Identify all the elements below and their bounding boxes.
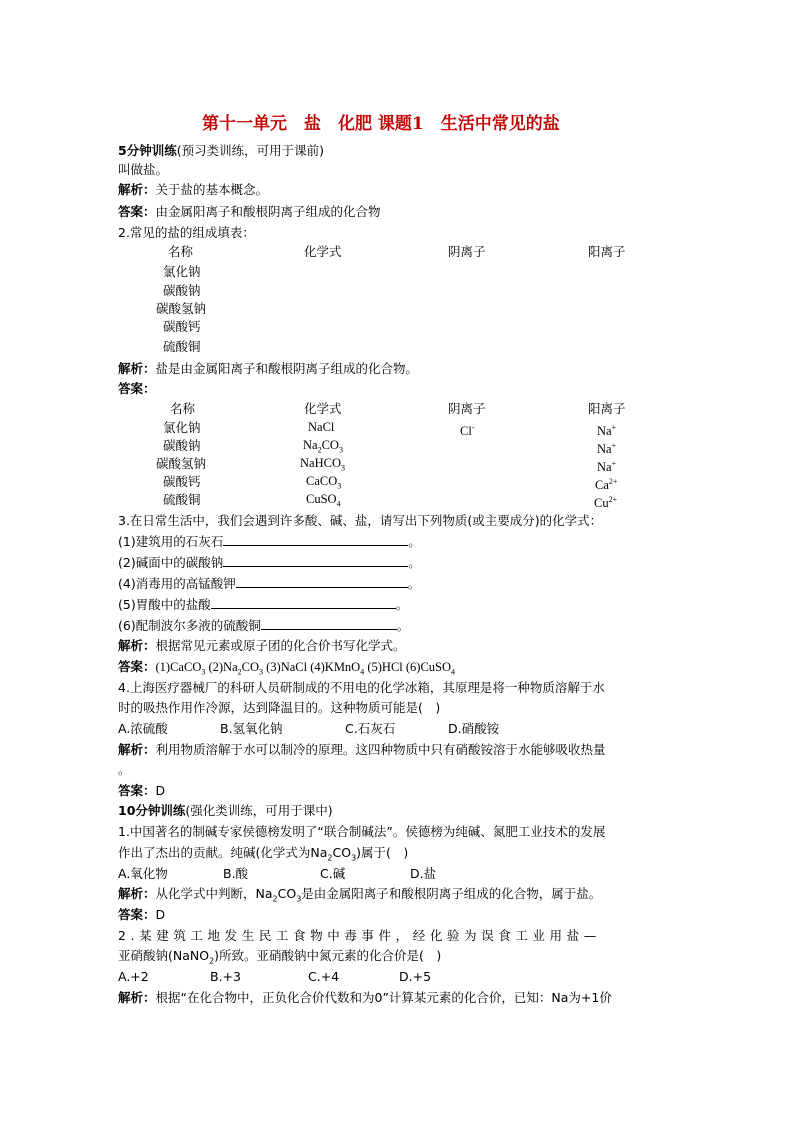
table-header-formula: 化学式: [304, 401, 342, 416]
table-cell-name: 碳酸钙: [163, 474, 201, 489]
q2-answer-label: 答案：: [118, 381, 156, 396]
q6-line2: 亚硝酸钠(NaNO$_2$)所致。亚硝酸钠中氮元素的化合价是( ): [118, 948, 442, 966]
q6-options: [118, 969, 432, 984]
q4-options: [118, 721, 500, 736]
q2-analysis: 解析：盐是由金属阳离子和酸根阴离子组成的化合物。: [118, 361, 419, 376]
table-cell-name: 碳酸氢钠: [156, 456, 207, 471]
q5-options: [118, 866, 437, 881]
table-header-cation: 阳离子: [588, 401, 626, 416]
q4-analysis: 解析：利用物质溶解于水可以制冷的原理。这四种物质中只有硝酸铵溶于水能够吸收热量: [118, 742, 606, 757]
option-c: C.+4: [308, 969, 340, 984]
table-header-formula: 化学式: [304, 244, 342, 259]
table-cell-formula: NaCl: [308, 420, 335, 434]
table-header-anion: 阴离子: [448, 244, 486, 259]
table-cell-formula: $Na_2CO_3$: [303, 438, 343, 455]
q5-line1: 1.中国著名的制碱专家侯德榜发明了“联合制碱法”。侯德榜为纯碱、氮肥工业技术的发展: [118, 824, 606, 839]
table-cell-name: 硫酸铜: [163, 339, 201, 354]
section-heading-5min: [118, 143, 324, 158]
table-cell-name: 碳酸钠: [163, 438, 201, 453]
option-c: C.碱: [320, 866, 346, 881]
table-cell-name: 氯化钠: [163, 420, 201, 435]
option-a: A.浓硫酸: [118, 721, 168, 736]
table-cell-formula: CaCO$_3$: [306, 474, 342, 491]
q6-line1: 2.某建筑工地发生民工食物中毒事件，经化验为误食工业用盐—: [118, 928, 601, 943]
option-b: B.酸: [223, 866, 249, 881]
q3-item: (1)建筑用的石灰石 。: [118, 534, 421, 549]
q3-answer: 答案：(1)CaCO$_3$ $(2)Na_2CO_3$ (3)NaCl (4)KMnO$_4$ (5)HCl (6)CuSO$_4$: [118, 659, 456, 677]
q4-line2: 时的吸热作用作冷源，达到降温目的。这种物质可能是( ): [118, 700, 441, 715]
option-b: B.+3: [210, 969, 241, 984]
table-cell-name: 氯化钠: [163, 264, 201, 279]
table-cell-cation: $Ca^{2+}$: [595, 477, 618, 493]
table-cell-formula: NaHCO$_3$: [300, 456, 345, 473]
table-cell-cation: Na+: [597, 441, 617, 457]
q3-item: (6)配制波尔多液的硫酸铜 。: [118, 618, 410, 633]
q3-analysis: 解析：根据常见元素或原子团的化合价书写化学式。: [118, 638, 406, 653]
table-header-anion: 阴离子: [448, 401, 486, 416]
option-c: C.石灰石: [345, 721, 396, 736]
table-cell-name: 硫酸铜: [163, 492, 201, 507]
q4-answer: 答案：D: [118, 783, 166, 798]
section-note: (预习类训练，可用于课前): [176, 143, 324, 158]
q6-analysis: 解析：根据“在化合物中，正负化合价代数和为0”计算某元素的化合价，已知：Na为+1价: [118, 990, 612, 1005]
option-d: D.+5: [399, 969, 432, 984]
section-head: 5分钟训练: [118, 143, 177, 158]
table-cell-name: 碳酸钠: [163, 283, 201, 298]
q1-text: 叫做盐。: [118, 162, 169, 177]
q2-text: 2.常见的盐的组成填表：: [118, 225, 255, 240]
section-heading-10min: 10分钟训练(强化类训练，可用于课中): [118, 803, 333, 818]
q3-item: (2)碱面中的碳酸钠 。: [118, 555, 421, 570]
q5-line2: 作出了杰出的贡献。纯碱(化学式为$Na_2CO_3$)属于( ): [118, 845, 409, 863]
option-b: B.氢氧化钠: [220, 721, 283, 736]
table-cell-cation: Na+: [597, 423, 617, 439]
q3-item: (4)消毒用的高锰酸钾 。: [118, 576, 421, 591]
option-a: A.氧化物: [118, 866, 168, 881]
option-d: D.盐: [410, 866, 437, 881]
q5-answer: 答案：D: [118, 907, 166, 922]
q1-analysis: 解析：关于盐的基本概念。: [118, 182, 269, 197]
table-cell-anion: Cl-: [460, 423, 475, 439]
table-header-cation: 阳离子: [588, 244, 626, 259]
q4-line1: 4.上海医疗器械厂的科研人员研制成的不用电的化学冰箱，其原理是将一种物质溶解于水: [118, 680, 605, 695]
table-cell-cation: $Cu^{2+}$: [594, 495, 618, 511]
q1-answer: 答案：由金属阳离子和酸根阴离子组成的化合物: [118, 204, 381, 219]
table-header-name: 名称: [170, 401, 196, 416]
q3-item: (5)胃酸中的盐酸 。: [118, 597, 409, 612]
page-title: 第十一单元 盐 化肥 课题1 生活中常见的盐: [202, 114, 560, 134]
table-cell-formula: CuSO$_4$: [306, 492, 341, 509]
table-cell-name: 碳酸钙: [163, 319, 201, 334]
table-cell-name: 碳酸氢钠: [156, 301, 207, 316]
option-d: D.硝酸铵: [448, 721, 500, 736]
q4-analysis-cont: 。: [118, 762, 131, 777]
q5-analysis: 解析：从化学式中判断，$Na_2CO_3$是由金属阳离子和酸根阴离子组成的化合物，属于盐。: [118, 886, 602, 904]
table-cell-cation: Na+: [597, 459, 617, 475]
q3-text: 3.在日常生活中，我们会遇到许多酸、碱、盐，请写出下列物质(或主要成分)的化学式：: [118, 513, 603, 528]
option-a: A.+2: [118, 969, 149, 984]
table-header-name: 名称: [168, 244, 194, 259]
